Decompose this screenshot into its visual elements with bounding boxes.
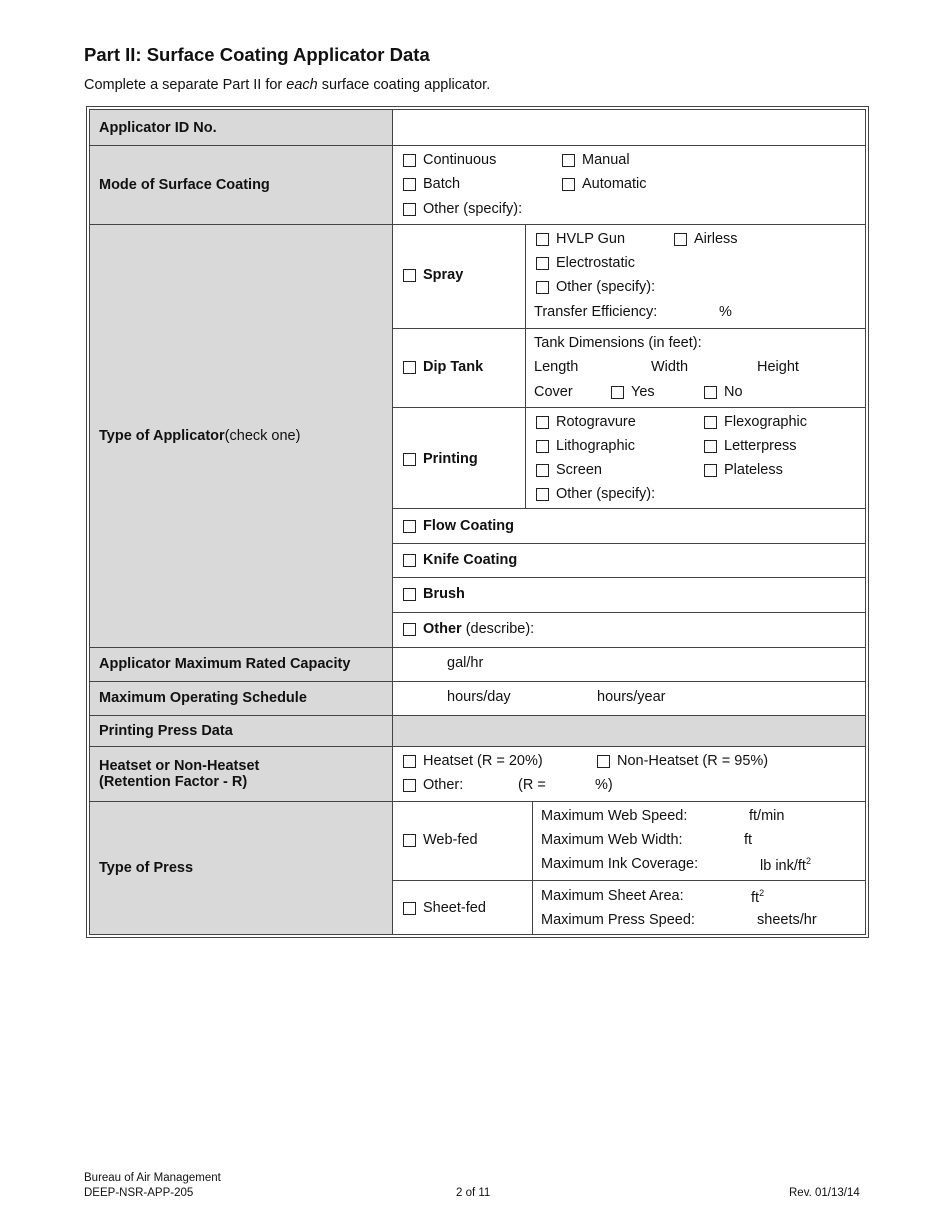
cover-yes-label: Yes xyxy=(631,384,655,400)
applicator-other-label: Other (describe): xyxy=(423,621,535,637)
applicator-other-checkbox[interactable] xyxy=(403,623,416,636)
transfer-efficiency-label: Transfer Efficiency: xyxy=(534,304,658,320)
cover-no-label: No xyxy=(724,384,743,400)
capacity-label: Applicator Maximum Rated Capacity xyxy=(90,647,392,681)
ink-coverage-label: Maximum Ink Coverage: xyxy=(541,856,699,872)
footer-form-id: DEEP-NSR-APP-205 xyxy=(84,1187,194,1199)
lithographic-label: Lithographic xyxy=(556,438,635,454)
capacity-unit: gal/hr xyxy=(447,655,484,671)
electrostatic-checkbox[interactable] xyxy=(536,257,549,270)
screen-label: Screen xyxy=(556,462,602,478)
transfer-efficiency-unit: % xyxy=(719,304,732,320)
continuous-checkbox[interactable] xyxy=(403,154,416,167)
page-title: Part II: Surface Coating Applicator Data xyxy=(84,44,430,65)
heatset-other-label: Other: xyxy=(423,777,464,793)
schedule-label: Maximum Operating Schedule xyxy=(90,681,392,715)
sheet-fed-label: Sheet-fed xyxy=(423,900,486,916)
printing-other-label: Other (specify): xyxy=(556,486,656,502)
printing-other-checkbox[interactable] xyxy=(536,488,549,501)
spray-label: Spray xyxy=(423,267,464,283)
applicator-id-label: Applicator ID No. xyxy=(90,110,392,145)
sheet-area-unit: $ft^2$ xyxy=(751,888,765,906)
automatic-label: Automatic xyxy=(582,176,647,192)
batch-checkbox[interactable] xyxy=(403,178,416,191)
retention-r-label: (R = xyxy=(518,777,546,793)
electrostatic-label: Electrostatic xyxy=(556,255,635,271)
hours-year-unit: hours/year xyxy=(597,689,666,705)
printing-label: Printing xyxy=(423,451,478,467)
printing-press-data-header: Printing Press Data xyxy=(90,715,865,746)
manual-checkbox[interactable] xyxy=(562,154,575,167)
non-heatset-checkbox[interactable] xyxy=(597,755,610,768)
width-label: Width xyxy=(651,359,689,375)
automatic-checkbox[interactable] xyxy=(562,178,575,191)
heatset-checkbox[interactable] xyxy=(403,755,416,768)
web-fed-label: Web-fed xyxy=(423,832,478,848)
spray-checkbox[interactable] xyxy=(403,269,416,282)
sheet-fed-checkbox[interactable] xyxy=(403,902,416,915)
rotogravure-label: Rotogravure xyxy=(556,414,636,430)
mode-other-checkbox[interactable] xyxy=(403,203,416,216)
web-width-label: Maximum Web Width: xyxy=(541,832,683,848)
printing-checkbox[interactable] xyxy=(403,453,416,466)
hvlp-gun-checkbox[interactable] xyxy=(536,233,549,246)
brush-checkbox[interactable] xyxy=(403,588,416,601)
footer-revision: Rev. 01/13/14 xyxy=(789,1187,860,1199)
flexographic-checkbox[interactable] xyxy=(704,416,717,429)
spray-other-label: Other (specify): xyxy=(556,279,656,295)
length-label: Length xyxy=(534,359,579,375)
mode-label: Mode of Surface Coating xyxy=(90,145,392,224)
continuous-label: Continuous xyxy=(423,152,497,168)
web-width-unit: ft xyxy=(744,832,753,848)
brush-label: Brush xyxy=(423,586,465,602)
rotogravure-checkbox[interactable] xyxy=(536,416,549,429)
hvlp-gun-label: HVLP Gun xyxy=(556,231,626,247)
manual-label: Manual xyxy=(582,152,630,168)
press-speed-label: Maximum Press Speed: xyxy=(541,912,695,928)
tank-dimensions-label: Tank Dimensions (in feet): xyxy=(534,335,702,351)
airless-checkbox[interactable] xyxy=(674,233,687,246)
screen-checkbox[interactable] xyxy=(536,464,549,477)
flow-coating-checkbox[interactable] xyxy=(403,520,416,533)
cover-label: Cover xyxy=(534,384,573,400)
knife-coating-label: Knife Coating xyxy=(423,552,518,568)
cover-yes-checkbox[interactable] xyxy=(611,386,624,399)
retention-percent-label: %) xyxy=(595,777,613,793)
dip-tank-label: Dip Tank xyxy=(423,359,484,375)
height-label: Height xyxy=(757,359,799,375)
lithographic-checkbox[interactable] xyxy=(536,440,549,453)
letterpress-label: Letterpress xyxy=(724,438,797,454)
spray-other-checkbox[interactable] xyxy=(536,281,549,294)
cover-no-checkbox[interactable] xyxy=(704,386,717,399)
flow-coating-label: Flow Coating xyxy=(423,518,515,534)
web-speed-label: Maximum Web Speed: xyxy=(541,808,688,824)
mode-other-label: Other (specify): xyxy=(423,201,523,217)
letterpress-checkbox[interactable] xyxy=(704,440,717,453)
press-type-label: Type of Press xyxy=(90,801,392,934)
ink-coverage-unit: lb ink/$ft^2$ xyxy=(760,856,811,874)
flexographic-label: Flexographic xyxy=(724,414,808,430)
airless-label: Airless xyxy=(694,231,738,247)
knife-coating-checkbox[interactable] xyxy=(403,554,416,567)
hours-day-unit: hours/day xyxy=(447,689,511,705)
web-speed-unit: ft/min xyxy=(749,808,785,824)
web-fed-checkbox[interactable] xyxy=(403,834,416,847)
footer-page-number: 2 of 11 xyxy=(456,1187,491,1199)
batch-label: Batch xyxy=(423,176,461,192)
sheet-area-label: Maximum Sheet Area: xyxy=(541,888,684,904)
type-applicator-label: Type of Applicator (check one) xyxy=(90,224,392,647)
press-speed-unit: sheets/hr xyxy=(757,912,817,928)
heatset-other-checkbox[interactable] xyxy=(403,779,416,792)
applicator-form-table xyxy=(89,109,866,935)
non-heatset-label: Non-Heatset (R = 95%) xyxy=(617,753,769,769)
plateless-checkbox[interactable] xyxy=(704,464,717,477)
heatset-option-label: Heatset (R = 20%) xyxy=(423,753,543,769)
plateless-label: Plateless xyxy=(724,462,783,478)
heatset-label: Heatset or Non-Heatset (Retention Factor - R) xyxy=(90,746,392,801)
instructions: Complete a separate Part II for each surface coating applicator. xyxy=(84,77,491,93)
dip-tank-checkbox[interactable] xyxy=(403,361,416,374)
footer-agency: Bureau of Air Management xyxy=(84,1172,221,1184)
